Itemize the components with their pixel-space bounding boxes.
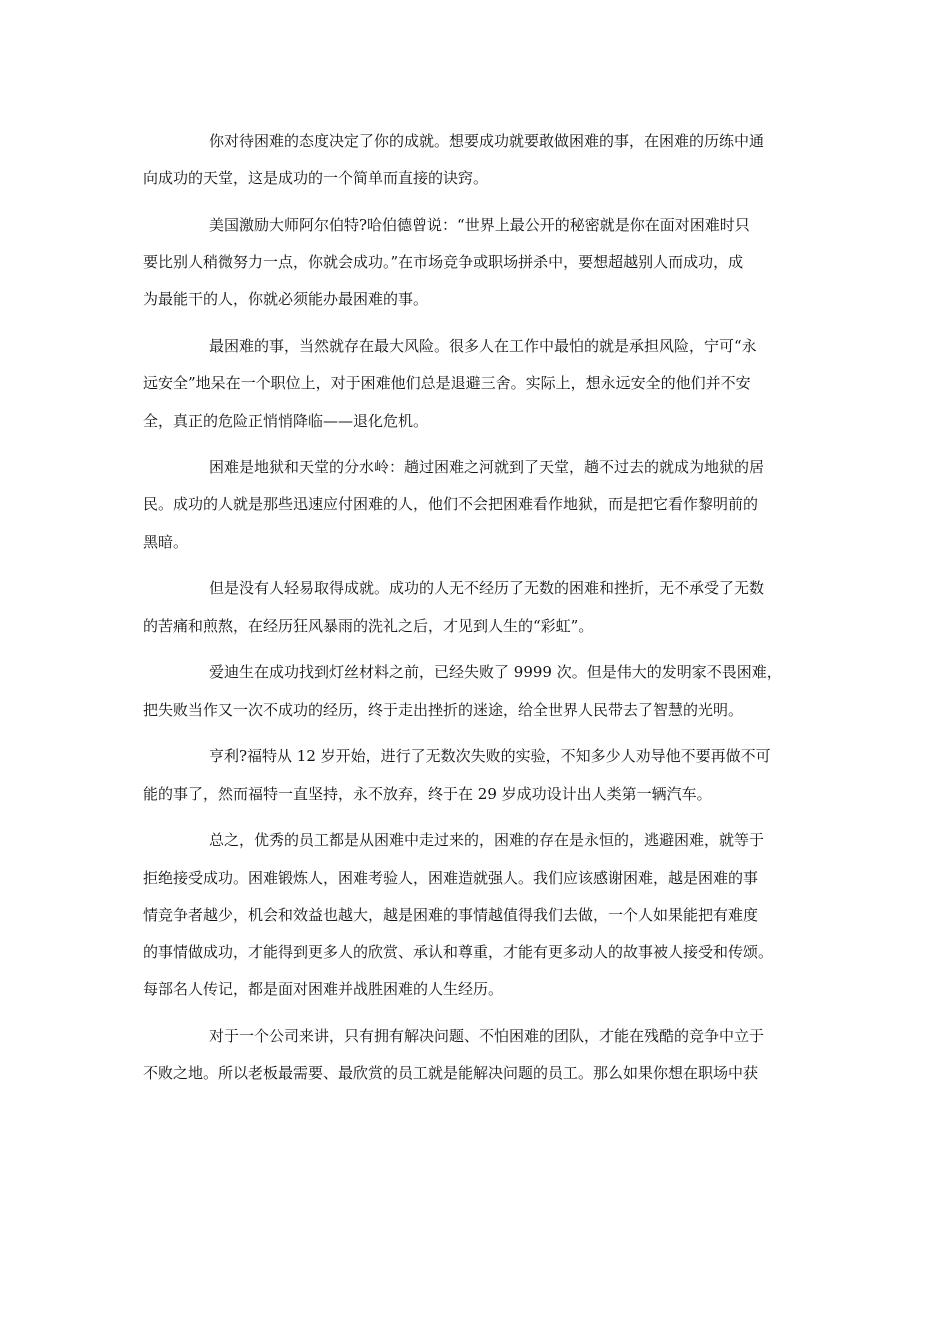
paragraph-line: 拒绝接受成功。困难锻炼人，困难考验人，困难造就强人。我们应该感谢困难，越是困难的事	[143, 868, 759, 887]
paragraph-line: 美国激励大师阿尔伯特?哈伯德曾说：“世界上最公开的秘密就是你在面对困难时只	[209, 215, 750, 234]
paragraph-line: 你对待困难的态度决定了你的成就。想要成功就要敢做困难的事，在困难的历练中通	[209, 132, 765, 150]
paragraph-line: 总之，优秀的员工都是从困难中走过来的，困难的存在是永恒的，逃避困难，就等于	[209, 831, 765, 850]
paragraph	[143, 328, 833, 440]
paragraph-line: 的苦痛和煎熬，在经历狂风暴雨的洗礼之后，才见到人生的“彩虹”。	[143, 616, 594, 635]
paragraph	[143, 123, 833, 197]
paragraph-line: 最困难的事，当然就存在最大风险。很多人在工作中最怕的就是承担风险，宁可“永	[209, 337, 757, 356]
paragraph	[143, 449, 833, 561]
paragraph-line: 亨利?福特从 12 岁开始，进行了无数次失败的实验，不知多少人劝导他不要再做不可	[209, 747, 771, 766]
paragraph-spacing	[143, 645, 833, 655]
paragraph	[143, 822, 833, 1008]
paragraph-line: 每部名人传记，都是面对困难并战胜困难的人生经历。	[143, 980, 504, 999]
paragraph-line: 但是没有人轻易取得成就。成功的人无不经历了无数的困难和挫折，无不承受了无数	[209, 579, 765, 598]
paragraph-line: 不败之地。所以老板最需要、最欣赏的员工就是能解决问题的员工。那么如果你想在职场中获	[143, 1064, 759, 1083]
paragraph-line: 全，真正的危险正悄悄降临——退化危机。	[143, 411, 429, 430]
paragraph-line: 民。成功的人就是那些迅速应付困难的人，他们不会把困难看作地狱，而是把它看作黎明前的	[143, 495, 759, 514]
paragraph	[143, 570, 833, 644]
paragraph-spacing	[143, 561, 833, 571]
document-body	[143, 123, 833, 1092]
paragraph-line: 能的事了，然而福特一直坚持，永不放弃，终于在 29 岁成功设计出人类第一辆汽车。	[143, 784, 712, 803]
paragraph-line: 情竞争者越少，机会和效益也越大，越是困难的事情越值得我们去做，一个人如果能把有难度	[143, 905, 759, 924]
paragraph-line: 要比别人稍微努力一点，你就会成功。”在市场竞争或职场拼杀中，要想超越别人而成功，成	[143, 253, 744, 272]
paragraph-line: 为最能干的人，你就必须能办最困难的事。	[143, 290, 429, 309]
paragraph-line: 对于一个公司来讲，只有拥有解决问题、不怕困难的团队，才能在残酷的竞争中立于	[209, 1026, 765, 1045]
paragraph-line: 的事情做成功，才能得到更多人的欣赏、承认和尊重，才能有更多动人的故事被人接受和传颂。	[143, 942, 774, 961]
paragraph-spacing	[143, 729, 833, 739]
paragraph	[143, 1018, 833, 1092]
paragraph	[143, 738, 833, 812]
paragraph-spacing	[143, 440, 833, 450]
paragraph-spacing	[143, 319, 833, 329]
paragraph-line: 困难是地狱和天堂的分水岭：趟过困难之河就到了天堂，趟不过去的就成为地狱的居	[209, 458, 765, 477]
paragraph-line: 爱迪生在成功找到灯丝材料之前，已经失败了 9999 次。但是伟大的发明家不畏困难，	[209, 663, 782, 682]
paragraph-spacing	[143, 1008, 833, 1018]
paragraph-spacing	[143, 813, 833, 823]
paragraph-spacing	[143, 197, 833, 207]
paragraph-line: 远安全”地呆在一个职位上，对于困难他们总是退避三舍。实际上，想永远安全的他们并不安	[143, 374, 751, 393]
paragraph	[143, 207, 833, 319]
paragraph-line: 把失败当作又一次不成功的经历，终于走出挫折的迷途，给全世界人民带去了智慧的光明。	[143, 700, 744, 719]
paragraph-line: 黑暗。	[143, 532, 189, 551]
paragraph	[143, 654, 833, 728]
paragraph-line: 向成功的天堂，这是成功的一个简单而直接的诀窍。	[143, 169, 489, 188]
